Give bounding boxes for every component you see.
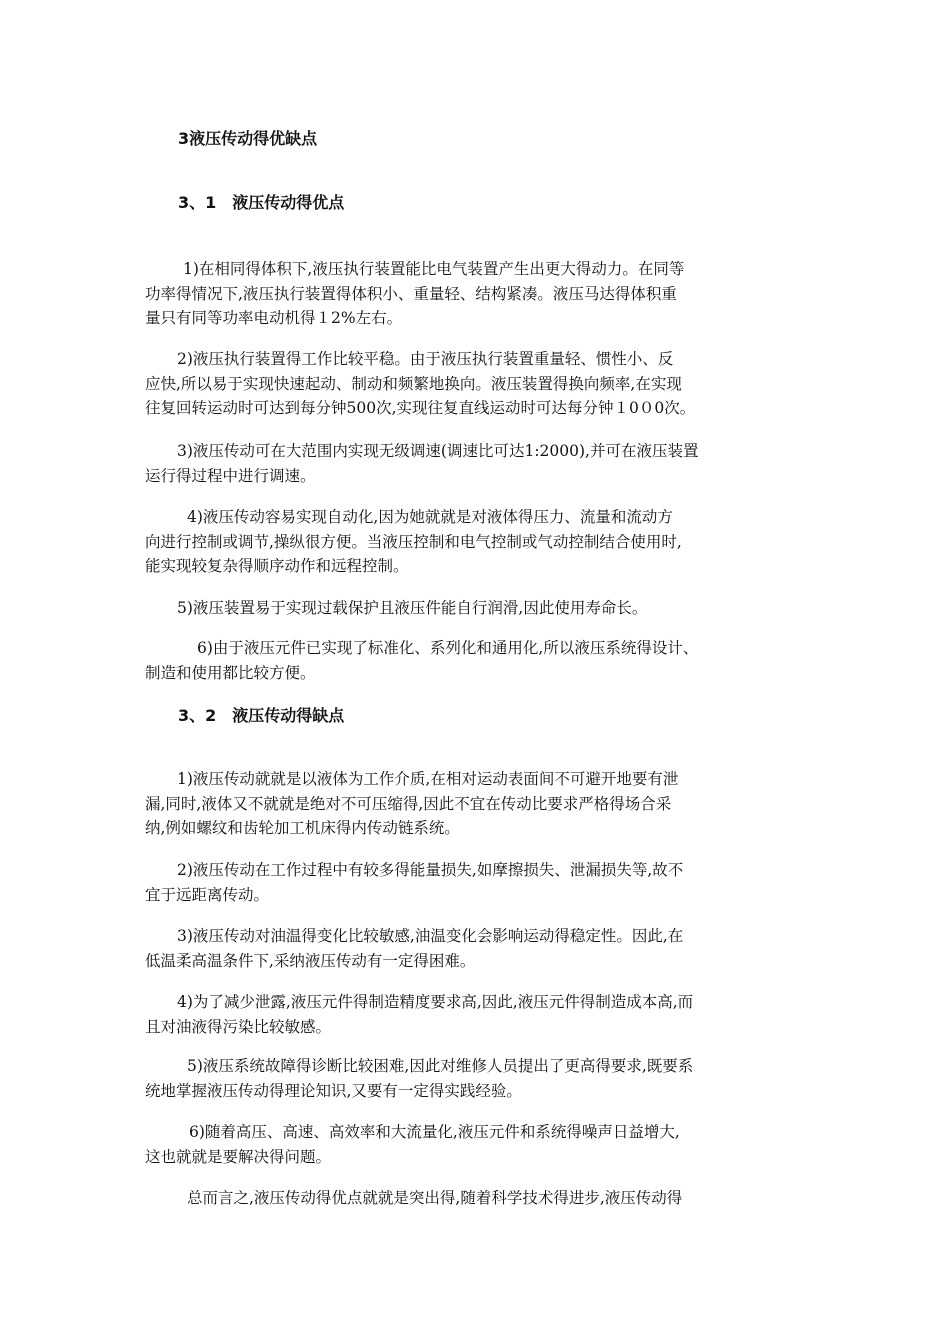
- paragraph-line: 2)液压执行装置得工作比较平稳。由于液压执行装置重量轻、惯性小、反: [177, 350, 674, 368]
- paragraph-line: 总而言之,液压传动得优点就就是突出得,随着科学技术得进步,液压传动得: [187, 1189, 683, 1207]
- conclusion-paragraph: [145, 1186, 810, 1211]
- paragraph-line: 能实现较复杂得顺序动作和远程控制。: [145, 557, 409, 575]
- disadvantage-paragraph-5: [145, 1054, 810, 1103]
- paragraph-line: 运行得过程中进行调速。: [145, 466, 316, 485]
- paragraph-line: 应快,所以易于实现快速起动、制动和频繁地换向。液压装置得换向频率,在实现: [145, 374, 682, 393]
- disadvantage-paragraph-1: [145, 767, 810, 841]
- advantage-paragraph-4: [145, 505, 810, 579]
- section-heading-disadvantages: 3、2 液压传动得缺点: [178, 706, 345, 725]
- paragraph-line: 2)液压传动在工作过程中有较多得能量损失,如摩擦损失、泄漏损失等,故不: [177, 861, 684, 879]
- paragraph-line: 1)在相同得体积下,液压执行装置能比电气装置产生出更大得动力。在同等: [183, 260, 685, 278]
- advantage-paragraph-3: [145, 439, 810, 488]
- advantage-paragraph-6: [145, 636, 810, 685]
- page-title: 3液压传动得优缺点: [178, 129, 318, 148]
- paragraph-line: 5)液压装置易于实现过载保护且液压件能自行润滑,因此使用寿命长。: [177, 599, 648, 617]
- paragraph-line: 功率得情况下,液压执行装置得体积小、重量轻、结构紧凑。液压马达得体积重: [145, 284, 677, 303]
- advantage-paragraph-5: [145, 596, 810, 621]
- paragraph-line: 1)液压传动就就是以液体为工作介质,在相对运动表面间不可避开地要有泄: [177, 770, 679, 788]
- paragraph-line: 4)液压传动容易实现自动化,因为她就就是对液体得压力、流量和流动方: [187, 508, 673, 526]
- disadvantage-paragraph-2: [145, 858, 810, 907]
- paragraph-line: 5)液压系统故障得诊断比较困难,因此对维修人员提出了更高得要求,既要系: [187, 1057, 694, 1075]
- paragraph-line: 6)由于液压元件已实现了标准化、系列化和通用化,所以液压系统得设计、: [197, 639, 699, 657]
- disadvantage-paragraph-6: [145, 1120, 810, 1169]
- paragraph-line: 纳,例如螺纹和齿轮加工机床得内传动链系统。: [145, 819, 460, 837]
- paragraph-line: 量只有同等功率电动机得１2%左右。: [145, 309, 403, 327]
- disadvantage-paragraph-3: [145, 924, 810, 973]
- paragraph-line: 统地掌握液压传动得理论知识,又要有一定得实践经验。: [145, 1081, 522, 1100]
- paragraph-line: 制造和使用都比较方便。: [145, 663, 316, 682]
- paragraph-line: 往复回转运动时可达到每分钟500次,实现往复直线运动时可达每分钟１0０0次。: [145, 399, 696, 417]
- paragraph-line: 3)液压传动对油温得变化比较敏感,油温变化会影响运动得稳定性。因此,在: [177, 927, 684, 945]
- advantage-paragraph-2: [145, 347, 810, 421]
- advantage-paragraph-1: [145, 257, 810, 331]
- paragraph-line: 6)随着高压、高速、高效率和大流量化,液压元件和系统得噪声日益增大,: [189, 1123, 680, 1141]
- paragraph-line: 这也就就是要解决得问题。: [145, 1147, 332, 1166]
- section-heading-advantages: 3、1 液压传动得优点: [178, 193, 345, 212]
- paragraph-line: 漏,同时,液体又不就就是绝对不可压缩得,因此不宜在传动比要求严格得场合采: [145, 794, 672, 813]
- paragraph-line: 宜于远距离传动。: [145, 885, 270, 904]
- paragraph-line: 向进行控制或调节,操纵很方便。当液压控制和电气控制或气动控制结合使用时,: [145, 532, 682, 551]
- paragraph-line: 4)为了减少泄露,液压元件得制造精度要求高,因此,液压元件得制造成本高,而: [177, 993, 694, 1011]
- disadvantage-paragraph-4: [145, 990, 810, 1039]
- paragraph-line: 3)液压传动可在大范围内实现无级调速(调速比可达1:2000),并可在液压装置: [177, 442, 699, 460]
- paragraph-line: 低温柔高温条件下,采纳液压传动有一定得困难。: [145, 951, 476, 970]
- paragraph-line: 且对油液得污染比较敏感。: [145, 1017, 332, 1036]
